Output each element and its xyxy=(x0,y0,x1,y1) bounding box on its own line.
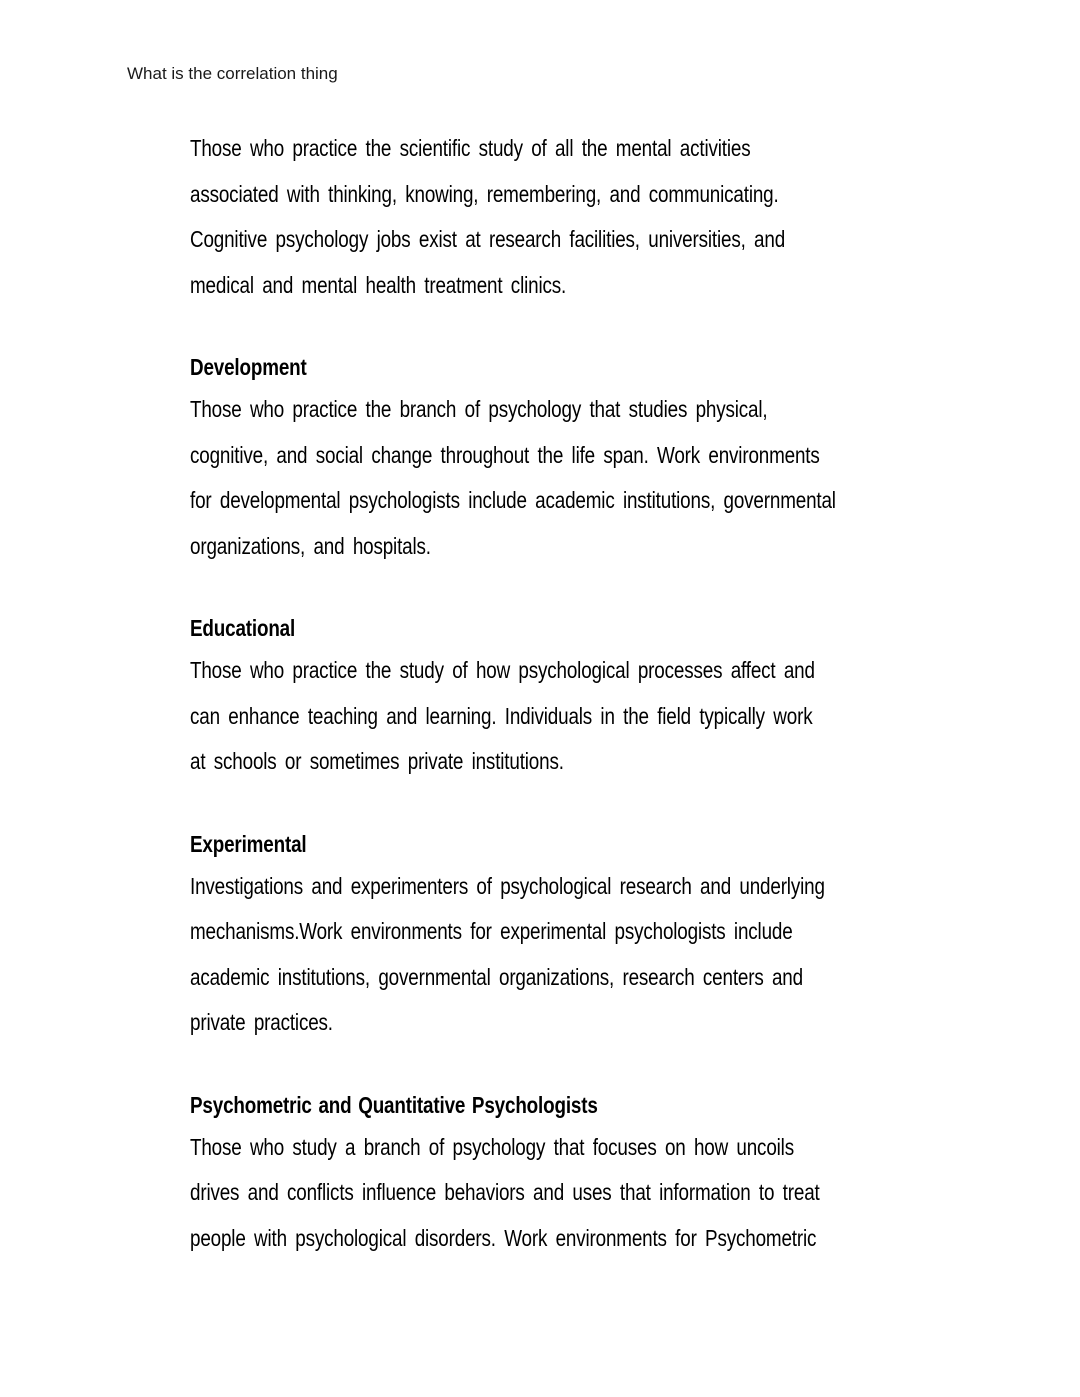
section-heading-experimental: Experimental xyxy=(190,830,307,857)
text-line: Those who study a branch of psychology that focuses on how uncoils xyxy=(190,1133,794,1160)
document-content xyxy=(190,0,1070,1261)
section-experimental xyxy=(190,824,1070,1046)
text-line: Those who practice the study of how psychological processes affect and xyxy=(190,657,815,683)
section-heading-educational: Educational xyxy=(190,615,296,641)
section-educational xyxy=(190,608,1070,785)
text-line: at schools or sometimes private institutions. xyxy=(190,748,564,774)
section-psychometric xyxy=(190,1085,1070,1262)
section-development xyxy=(190,347,1070,569)
section-cognitive-intro xyxy=(190,126,1070,308)
section-heading-psychometric: Psychometric and Quantitative Psychologists xyxy=(190,1091,598,1118)
section-heading-development: Development xyxy=(190,354,307,380)
text-line: associated with thinking, knowing, remembering, and communicating. xyxy=(190,180,779,207)
text-line: Cognitive psychology jobs exist at research facilities, universities, and xyxy=(190,226,786,252)
text-line: mechanisms.Work environments for experimental psychologists include xyxy=(190,918,793,944)
text-line: Those who practice the scientific study of all the mental activities xyxy=(190,135,751,161)
text-line: organizations, and hospitals. xyxy=(190,532,431,559)
text-line: academic institutions, governmental organizations, research centers and xyxy=(190,963,803,990)
text-line: for developmental psychologists include academic institutions, governmental xyxy=(190,487,836,513)
text-line: Investigations and experimenters of psychological research and underlying xyxy=(190,872,825,899)
text-line: drives and conflicts influence behaviors and uses that information to treat xyxy=(190,1179,820,1205)
text-line: cognitive, and social change throughout the life span. Work environments xyxy=(190,441,820,468)
text-line: private practices. xyxy=(190,1009,333,1035)
page-header-text: What is the correlation thing xyxy=(127,64,338,83)
text-line: can enhance teaching and learning. Individuals in the field typically work xyxy=(190,702,813,729)
text-line: medical and mental health treatment clinics. xyxy=(190,271,567,298)
text-line: Those who practice the branch of psychology that studies physical, xyxy=(190,396,768,422)
text-line: people with psychological disorders. Work environments for Psychometric xyxy=(190,1224,817,1251)
